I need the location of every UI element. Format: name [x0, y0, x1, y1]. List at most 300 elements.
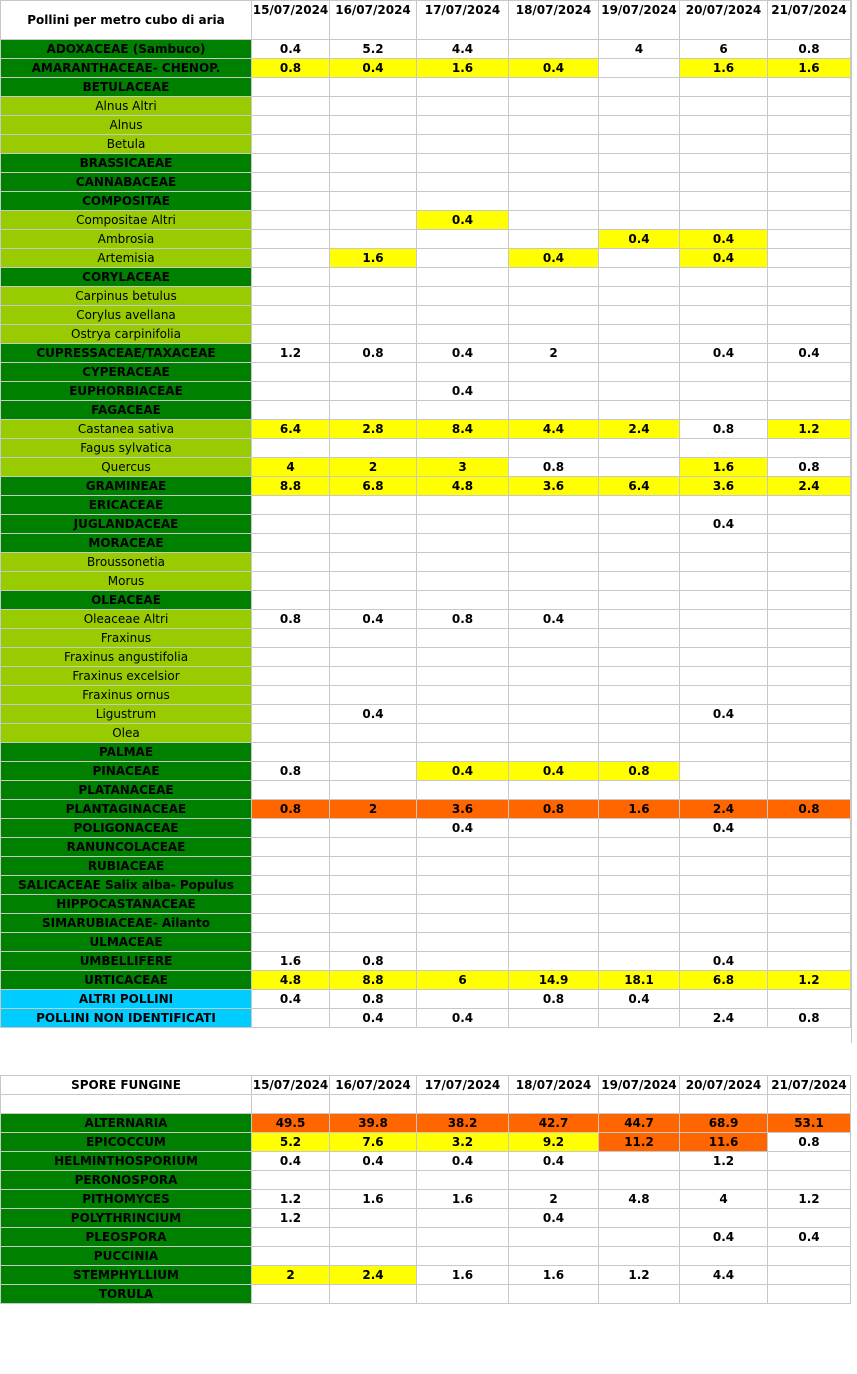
value-cell: 68.9: [680, 1114, 768, 1133]
value-cell: [509, 515, 599, 534]
value-cell: [330, 876, 417, 895]
value-cell: [768, 534, 851, 553]
value-cell: [509, 895, 599, 914]
value-cell: [330, 819, 417, 838]
row-label: UMBELLIFERE: [1, 952, 252, 971]
table-row: [1, 477, 851, 496]
value-cell: [509, 876, 599, 895]
value-cell: [252, 876, 330, 895]
value-cell: [330, 382, 417, 401]
value-cell: [599, 306, 680, 325]
value-cell: [509, 135, 599, 154]
value-cell: [509, 629, 599, 648]
value-cell: [330, 230, 417, 249]
value-cell: [417, 629, 509, 648]
value-cell: [252, 1228, 330, 1247]
value-cell: 6.4: [599, 477, 680, 496]
value-cell: [252, 230, 330, 249]
value-cell: 0.8: [680, 420, 768, 439]
value-cell: [509, 116, 599, 135]
value-cell: [599, 914, 680, 933]
value-cell: [417, 648, 509, 667]
value-cell: 0.4: [680, 249, 768, 268]
value-cell: 3.2: [417, 1133, 509, 1152]
value-cell: 1.2: [768, 420, 851, 439]
value-cell: [599, 1247, 680, 1266]
table-row: [1, 781, 851, 800]
value-cell: [768, 97, 851, 116]
value-cell: [680, 78, 768, 97]
table-row: [1, 572, 851, 591]
value-cell: [599, 553, 680, 572]
table-row: [1, 192, 851, 211]
value-cell: [680, 648, 768, 667]
value-cell: [768, 1209, 851, 1228]
value-cell: [509, 287, 599, 306]
value-cell: [417, 173, 509, 192]
value-cell: [417, 154, 509, 173]
value-cell: [417, 743, 509, 762]
value-cell: [252, 97, 330, 116]
value-cell: [768, 857, 851, 876]
value-cell: 2.4: [599, 420, 680, 439]
value-cell: 0.4: [417, 211, 509, 230]
value-cell: [768, 724, 851, 743]
value-cell: [599, 686, 680, 705]
value-cell: [509, 591, 599, 610]
value-cell: 0.4: [768, 1228, 851, 1247]
table-row: [1, 648, 851, 667]
table-row: [1, 515, 851, 534]
value-cell: [509, 230, 599, 249]
value-cell: [252, 325, 330, 344]
value-cell: [417, 515, 509, 534]
value-cell: [330, 363, 417, 382]
value-cell: 0.8: [330, 952, 417, 971]
value-cell: [768, 363, 851, 382]
value-cell: [417, 876, 509, 895]
value-cell: 0.8: [509, 458, 599, 477]
value-cell: [599, 895, 680, 914]
spacer-cell: [417, 1095, 509, 1114]
row-label: Alnus: [1, 116, 252, 135]
value-cell: [330, 1209, 417, 1228]
value-cell: 3: [417, 458, 509, 477]
value-cell: 0.4: [252, 1152, 330, 1171]
table-row: [1, 78, 851, 97]
value-cell: [509, 819, 599, 838]
value-cell: [330, 686, 417, 705]
value-cell: 1.2: [768, 971, 851, 990]
date-header: 17/07/2024: [417, 1, 509, 40]
row-label: ERICACEAE: [1, 496, 252, 515]
value-cell: [252, 268, 330, 287]
value-cell: [768, 268, 851, 287]
value-cell: [252, 914, 330, 933]
table-row: [1, 667, 851, 686]
right-border-line: [851, 0, 852, 1043]
value-cell: [599, 534, 680, 553]
value-cell: [252, 933, 330, 952]
table-row: [1, 819, 851, 838]
value-cell: [252, 1247, 330, 1266]
value-cell: [252, 306, 330, 325]
table-row: [1, 1009, 851, 1028]
row-label: PITHOMYCES: [1, 1190, 252, 1209]
value-cell: [599, 705, 680, 724]
row-label: CORYLACEAE: [1, 268, 252, 287]
value-cell: [252, 515, 330, 534]
table-row: [1, 325, 851, 344]
value-cell: [417, 1209, 509, 1228]
value-cell: [680, 990, 768, 1009]
value-cell: 4.4: [680, 1266, 768, 1285]
table-row: [1, 458, 851, 477]
value-cell: [417, 857, 509, 876]
value-cell: [599, 819, 680, 838]
date-header: 21/07/2024: [768, 1, 851, 40]
value-cell: 49.5: [252, 1114, 330, 1133]
value-cell: [330, 591, 417, 610]
value-cell: [330, 439, 417, 458]
value-cell: 0.4: [252, 40, 330, 59]
date-header: 18/07/2024: [509, 1076, 599, 1095]
value-cell: 0.4: [417, 344, 509, 363]
spore-table-title: SPORE FUNGINE: [1, 1076, 252, 1095]
value-cell: [417, 268, 509, 287]
value-cell: [680, 1247, 768, 1266]
value-cell: [417, 325, 509, 344]
value-cell: [768, 515, 851, 534]
value-cell: [417, 724, 509, 743]
table-row: [1, 1285, 851, 1304]
row-label: HELMINTHOSPORIUM: [1, 1152, 252, 1171]
value-cell: [768, 382, 851, 401]
table-row: [1, 344, 851, 363]
value-cell: [768, 1152, 851, 1171]
value-cell: 0.8: [330, 344, 417, 363]
value-cell: [680, 553, 768, 572]
value-cell: [768, 591, 851, 610]
row-label: EPICOCCUM: [1, 1133, 252, 1152]
value-cell: [599, 173, 680, 192]
value-cell: [768, 116, 851, 135]
value-cell: [417, 667, 509, 686]
row-label: Alnus Altri: [1, 97, 252, 116]
table-row: [1, 1266, 851, 1285]
table-row: [1, 762, 851, 781]
table-row: [1, 895, 851, 914]
value-cell: [768, 230, 851, 249]
table-row: [1, 116, 851, 135]
value-cell: 0.8: [599, 762, 680, 781]
value-cell: [252, 857, 330, 876]
value-cell: 1.6: [680, 458, 768, 477]
value-cell: [330, 572, 417, 591]
table-row: [1, 1209, 851, 1228]
value-cell: 4.8: [599, 1190, 680, 1209]
value-cell: 8.8: [252, 477, 330, 496]
value-cell: [417, 287, 509, 306]
value-cell: [768, 173, 851, 192]
value-cell: 4.8: [252, 971, 330, 990]
row-label: Broussonetia: [1, 553, 252, 572]
value-cell: [680, 363, 768, 382]
value-cell: [252, 496, 330, 515]
value-cell: [417, 439, 509, 458]
value-cell: [599, 648, 680, 667]
value-cell: [768, 1171, 851, 1190]
value-cell: [680, 629, 768, 648]
value-cell: [680, 610, 768, 629]
value-cell: [599, 382, 680, 401]
value-cell: [417, 914, 509, 933]
value-cell: [599, 781, 680, 800]
row-label: Ambrosia: [1, 230, 252, 249]
value-cell: [330, 914, 417, 933]
value-cell: [330, 781, 417, 800]
value-cell: 2.8: [330, 420, 417, 439]
value-cell: [768, 781, 851, 800]
value-cell: [252, 1285, 330, 1304]
value-cell: [768, 572, 851, 591]
row-label: CYPERACEAE: [1, 363, 252, 382]
value-cell: [680, 914, 768, 933]
value-cell: 0.4: [417, 1152, 509, 1171]
value-cell: [599, 1009, 680, 1028]
row-label: Fraxinus angustifolia: [1, 648, 252, 667]
value-cell: [599, 325, 680, 344]
value-cell: 38.2: [417, 1114, 509, 1133]
row-label: ADOXACEAE (Sambuco): [1, 40, 252, 59]
value-cell: 14.9: [509, 971, 599, 990]
value-cell: 0.4: [330, 705, 417, 724]
value-cell: 0.8: [509, 800, 599, 819]
value-cell: 6.8: [330, 477, 417, 496]
value-cell: 8.8: [330, 971, 417, 990]
value-cell: [252, 154, 330, 173]
pollen-header-row: [1, 1, 851, 40]
value-cell: [417, 838, 509, 857]
row-label: EUPHORBIACEAE: [1, 382, 252, 401]
table-row: [1, 1190, 851, 1209]
table-row: [1, 420, 851, 439]
value-cell: [680, 1171, 768, 1190]
value-cell: [252, 743, 330, 762]
row-label: URTICACEAE: [1, 971, 252, 990]
value-cell: 0.8: [768, 1133, 851, 1152]
value-cell: [680, 667, 768, 686]
value-cell: [252, 116, 330, 135]
value-cell: [599, 135, 680, 154]
value-cell: [252, 78, 330, 97]
value-cell: 6.8: [680, 971, 768, 990]
table-row: [1, 705, 851, 724]
value-cell: [417, 895, 509, 914]
value-cell: [680, 572, 768, 591]
table-row: [1, 382, 851, 401]
table-row: [1, 59, 851, 78]
value-cell: [599, 287, 680, 306]
value-cell: [252, 211, 330, 230]
value-cell: [330, 648, 417, 667]
row-label: Fraxinus: [1, 629, 252, 648]
row-label: PINACEAE: [1, 762, 252, 781]
row-label: AMARANTHACEAE- CHENOP.: [1, 59, 252, 78]
value-cell: 0.4: [417, 382, 509, 401]
value-cell: [680, 876, 768, 895]
value-cell: [599, 344, 680, 363]
value-cell: [680, 325, 768, 344]
value-cell: [768, 306, 851, 325]
value-cell: [680, 382, 768, 401]
value-cell: [599, 1209, 680, 1228]
value-cell: [252, 192, 330, 211]
value-cell: 1.6: [417, 59, 509, 78]
value-cell: [768, 439, 851, 458]
value-cell: [509, 914, 599, 933]
value-cell: 2: [252, 1266, 330, 1285]
value-cell: 0.4: [680, 705, 768, 724]
value-cell: 0.4: [680, 952, 768, 971]
value-cell: [417, 97, 509, 116]
spore-spacer-row: [1, 1095, 851, 1114]
value-cell: [252, 135, 330, 154]
table-row: [1, 990, 851, 1009]
row-label: PALMAE: [1, 743, 252, 762]
value-cell: [417, 78, 509, 97]
value-cell: [509, 952, 599, 971]
value-cell: [509, 743, 599, 762]
value-cell: [252, 572, 330, 591]
row-label: RANUNCOLACEAE: [1, 838, 252, 857]
value-cell: 0.4: [680, 819, 768, 838]
date-header: 15/07/2024: [252, 1076, 330, 1095]
value-cell: [509, 534, 599, 553]
value-cell: [252, 363, 330, 382]
value-cell: [680, 306, 768, 325]
value-cell: [509, 363, 599, 382]
value-cell: [509, 192, 599, 211]
value-cell: [330, 838, 417, 857]
value-cell: [417, 1247, 509, 1266]
date-header: 19/07/2024: [599, 1, 680, 40]
value-cell: [768, 1266, 851, 1285]
value-cell: [417, 135, 509, 154]
value-cell: [330, 268, 417, 287]
value-cell: 0.8: [768, 40, 851, 59]
value-cell: [509, 648, 599, 667]
value-cell: 0.4: [330, 1152, 417, 1171]
value-cell: [509, 40, 599, 59]
value-cell: [417, 952, 509, 971]
value-cell: [768, 990, 851, 1009]
value-cell: [768, 401, 851, 420]
value-cell: [768, 135, 851, 154]
value-cell: 2.4: [330, 1266, 417, 1285]
table-row: [1, 610, 851, 629]
value-cell: 11.6: [680, 1133, 768, 1152]
value-cell: 1.6: [330, 1190, 417, 1209]
value-cell: [330, 154, 417, 173]
value-cell: [252, 249, 330, 268]
table-row: [1, 154, 851, 173]
value-cell: 1.6: [417, 1190, 509, 1209]
value-cell: [330, 211, 417, 230]
value-cell: [509, 1285, 599, 1304]
value-cell: [252, 648, 330, 667]
value-cell: [252, 401, 330, 420]
value-cell: [252, 591, 330, 610]
table-row: [1, 591, 851, 610]
value-cell: [599, 838, 680, 857]
value-cell: [680, 439, 768, 458]
value-cell: [417, 990, 509, 1009]
value-cell: [599, 515, 680, 534]
value-cell: [768, 78, 851, 97]
spore-table: [0, 1075, 851, 1304]
value-cell: [599, 401, 680, 420]
value-cell: [252, 382, 330, 401]
value-cell: 1.2: [252, 344, 330, 363]
value-cell: [768, 249, 851, 268]
row-label: POLIGONACEAE: [1, 819, 252, 838]
row-label: CUPRESSACEAE/TAXACEAE: [1, 344, 252, 363]
value-cell: [417, 1228, 509, 1247]
row-label: SIMARUBIACEAE- Ailanto: [1, 914, 252, 933]
value-cell: [509, 382, 599, 401]
value-cell: [768, 287, 851, 306]
spacer-cell: [599, 1095, 680, 1114]
date-header: 15/07/2024: [252, 1, 330, 40]
row-label: Olea: [1, 724, 252, 743]
value-cell: [330, 743, 417, 762]
value-cell: [252, 1171, 330, 1190]
value-cell: [768, 933, 851, 952]
value-cell: 2: [330, 458, 417, 477]
value-cell: [417, 1171, 509, 1190]
row-label: Corylus avellana: [1, 306, 252, 325]
row-label: SALICACEAE Salix alba- Populus: [1, 876, 252, 895]
row-label: PLEOSPORA: [1, 1228, 252, 1247]
value-cell: 1.6: [599, 800, 680, 819]
value-cell: 1.6: [680, 59, 768, 78]
date-header: 20/07/2024: [680, 1076, 768, 1095]
value-cell: [330, 895, 417, 914]
table-row: [1, 1133, 851, 1152]
value-cell: 0.8: [509, 990, 599, 1009]
value-cell: [509, 781, 599, 800]
value-cell: 11.2: [599, 1133, 680, 1152]
value-cell: [330, 1285, 417, 1304]
row-label: Fraxinus ornus: [1, 686, 252, 705]
value-cell: 0.8: [252, 762, 330, 781]
row-label: Ostrya carpinifolia: [1, 325, 252, 344]
value-cell: [417, 686, 509, 705]
value-cell: [768, 762, 851, 781]
value-cell: [330, 1228, 417, 1247]
value-cell: [680, 724, 768, 743]
value-cell: [599, 97, 680, 116]
value-cell: 0.4: [509, 59, 599, 78]
value-cell: [599, 572, 680, 591]
value-cell: [768, 705, 851, 724]
value-cell: 4: [680, 1190, 768, 1209]
value-cell: [599, 458, 680, 477]
value-cell: [330, 1171, 417, 1190]
value-cell: 8.4: [417, 420, 509, 439]
value-cell: [509, 705, 599, 724]
